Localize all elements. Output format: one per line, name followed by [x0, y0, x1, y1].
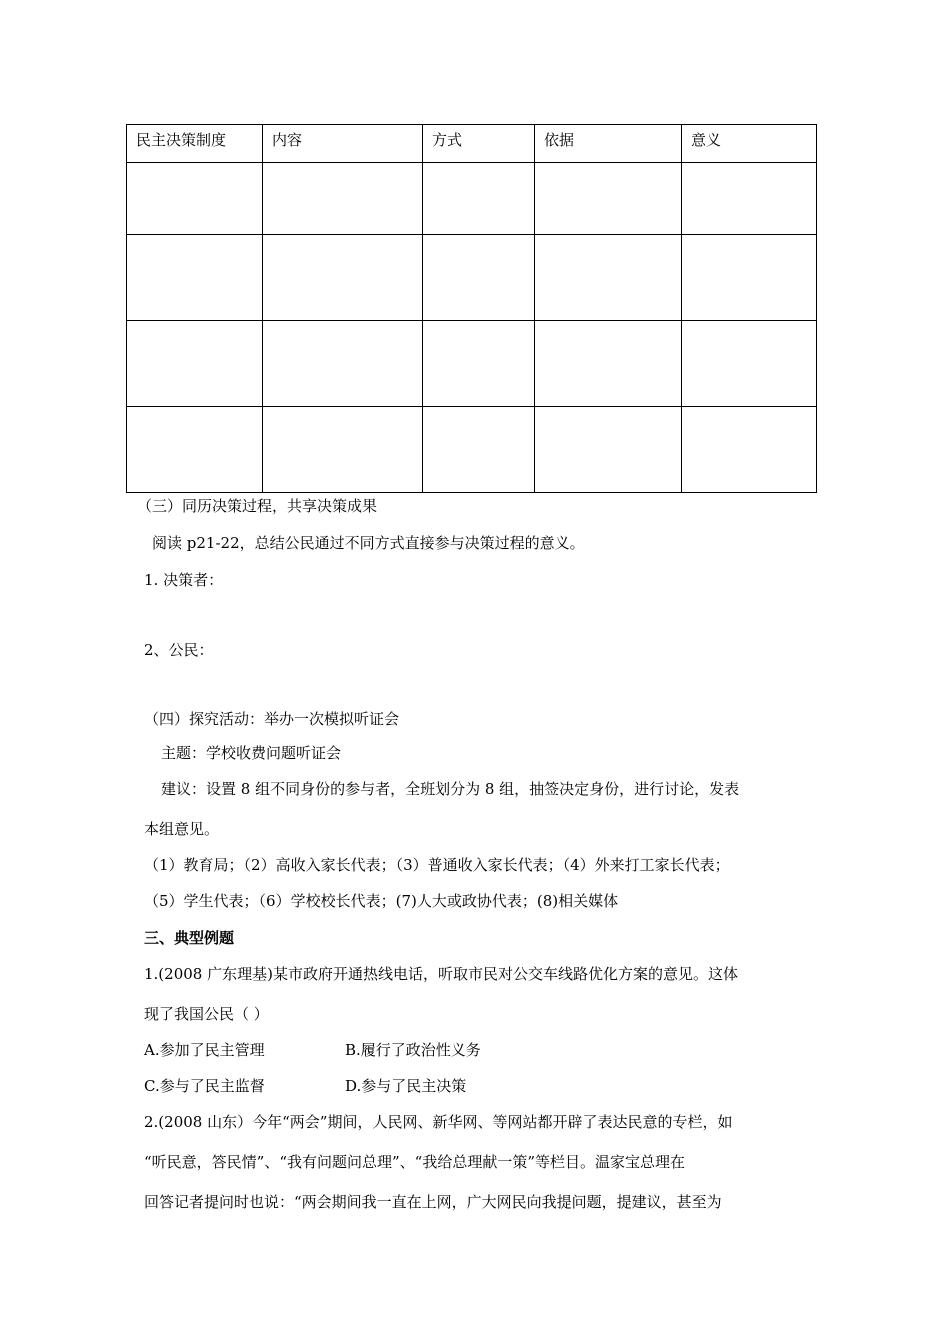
section3-reading: 阅读 p21-22，总结公民通过不同方式直接参与决策过程的意义。	[152, 534, 585, 552]
q1-option-a: A.参加了民主管理	[144, 1041, 265, 1059]
table-cell	[127, 407, 263, 493]
table-row	[127, 321, 817, 407]
table-cell	[263, 163, 423, 235]
section4-suggestion-line2: 本组意见。	[144, 820, 220, 838]
table-cell	[682, 321, 817, 407]
table-cell	[682, 235, 817, 321]
q2-line3: 回答记者提问时也说：“两会期间我一直在上网，广大网民向我提问题，提建议，甚至为	[144, 1193, 722, 1211]
table-cell	[535, 321, 682, 407]
table-header-cell: 意义	[682, 125, 817, 163]
table-cell	[127, 321, 263, 407]
q1-line2: 现了我国公民（ ）	[144, 1005, 269, 1023]
section4-roles-line2: （5）学生代表；（6）学校校长代表；(7)人大或政协代表；(8)相关媒体	[144, 892, 619, 910]
table-row	[127, 163, 817, 235]
table-cell	[263, 407, 423, 493]
q1-line1: 1.(2008 广东理基)某市政府开通热线电话，听取市民对公交车线路优化方案的意见。这体	[144, 965, 738, 983]
section4-suggestion-line1: 建议：设置 8 组不同身份的参与者，全班划分为 8 组，抽签决定身份，进行讨论，发表	[161, 780, 740, 798]
table-cell	[682, 163, 817, 235]
table-header-cell: 依据	[535, 125, 682, 163]
table-cell	[127, 235, 263, 321]
table-header-cell: 民主决策制度	[127, 125, 263, 163]
q1-option-d: D.参与了民主决策	[345, 1077, 467, 1095]
democratic-decision-table	[126, 124, 817, 493]
table-row	[127, 407, 817, 493]
table-row	[127, 235, 817, 321]
section4-heading: （四）探究活动：举办一次模拟听证会	[144, 710, 400, 728]
table-cell	[535, 163, 682, 235]
table-cell	[127, 163, 263, 235]
table-cell	[423, 163, 535, 235]
section3-heading: （三）同历决策过程，共享决策成果	[137, 497, 378, 515]
table-cell	[263, 321, 423, 407]
section4-roles-line1: （1）教育局；（2）高收入家长代表；（3）普通收入家长代表；（4）外来打工家长代表；	[144, 856, 730, 874]
section3-item1: 1. 决策者：	[144, 571, 224, 589]
table-cell	[535, 235, 682, 321]
section3-item2: 2、公民：	[144, 641, 214, 659]
table-cell	[423, 407, 535, 493]
table-header-row	[127, 125, 817, 163]
table-cell	[423, 235, 535, 321]
q2-line1: 2.(2008 山东）今年“两会”期间，人民网、新华网、等网站都开辟了表达民意的专栏，如	[144, 1113, 733, 1131]
table-cell	[263, 235, 423, 321]
q1-option-c: C.参与了民主监督	[144, 1077, 265, 1095]
q1-option-b: B.履行了政治性义务	[345, 1041, 481, 1059]
table-header-cell: 内容	[263, 125, 423, 163]
table-cell	[682, 407, 817, 493]
table-cell	[535, 407, 682, 493]
q2-line2: “听民意，答民情”、“我有问题问总理”、“我给总理献一策”等栏目。温家宝总理在	[144, 1153, 686, 1171]
table-header-cell: 方式	[423, 125, 535, 163]
table-cell	[423, 321, 535, 407]
section4-topic: 主题：学校收费问题听证会	[161, 744, 342, 762]
examples-heading: 三、典型例题	[144, 929, 235, 947]
